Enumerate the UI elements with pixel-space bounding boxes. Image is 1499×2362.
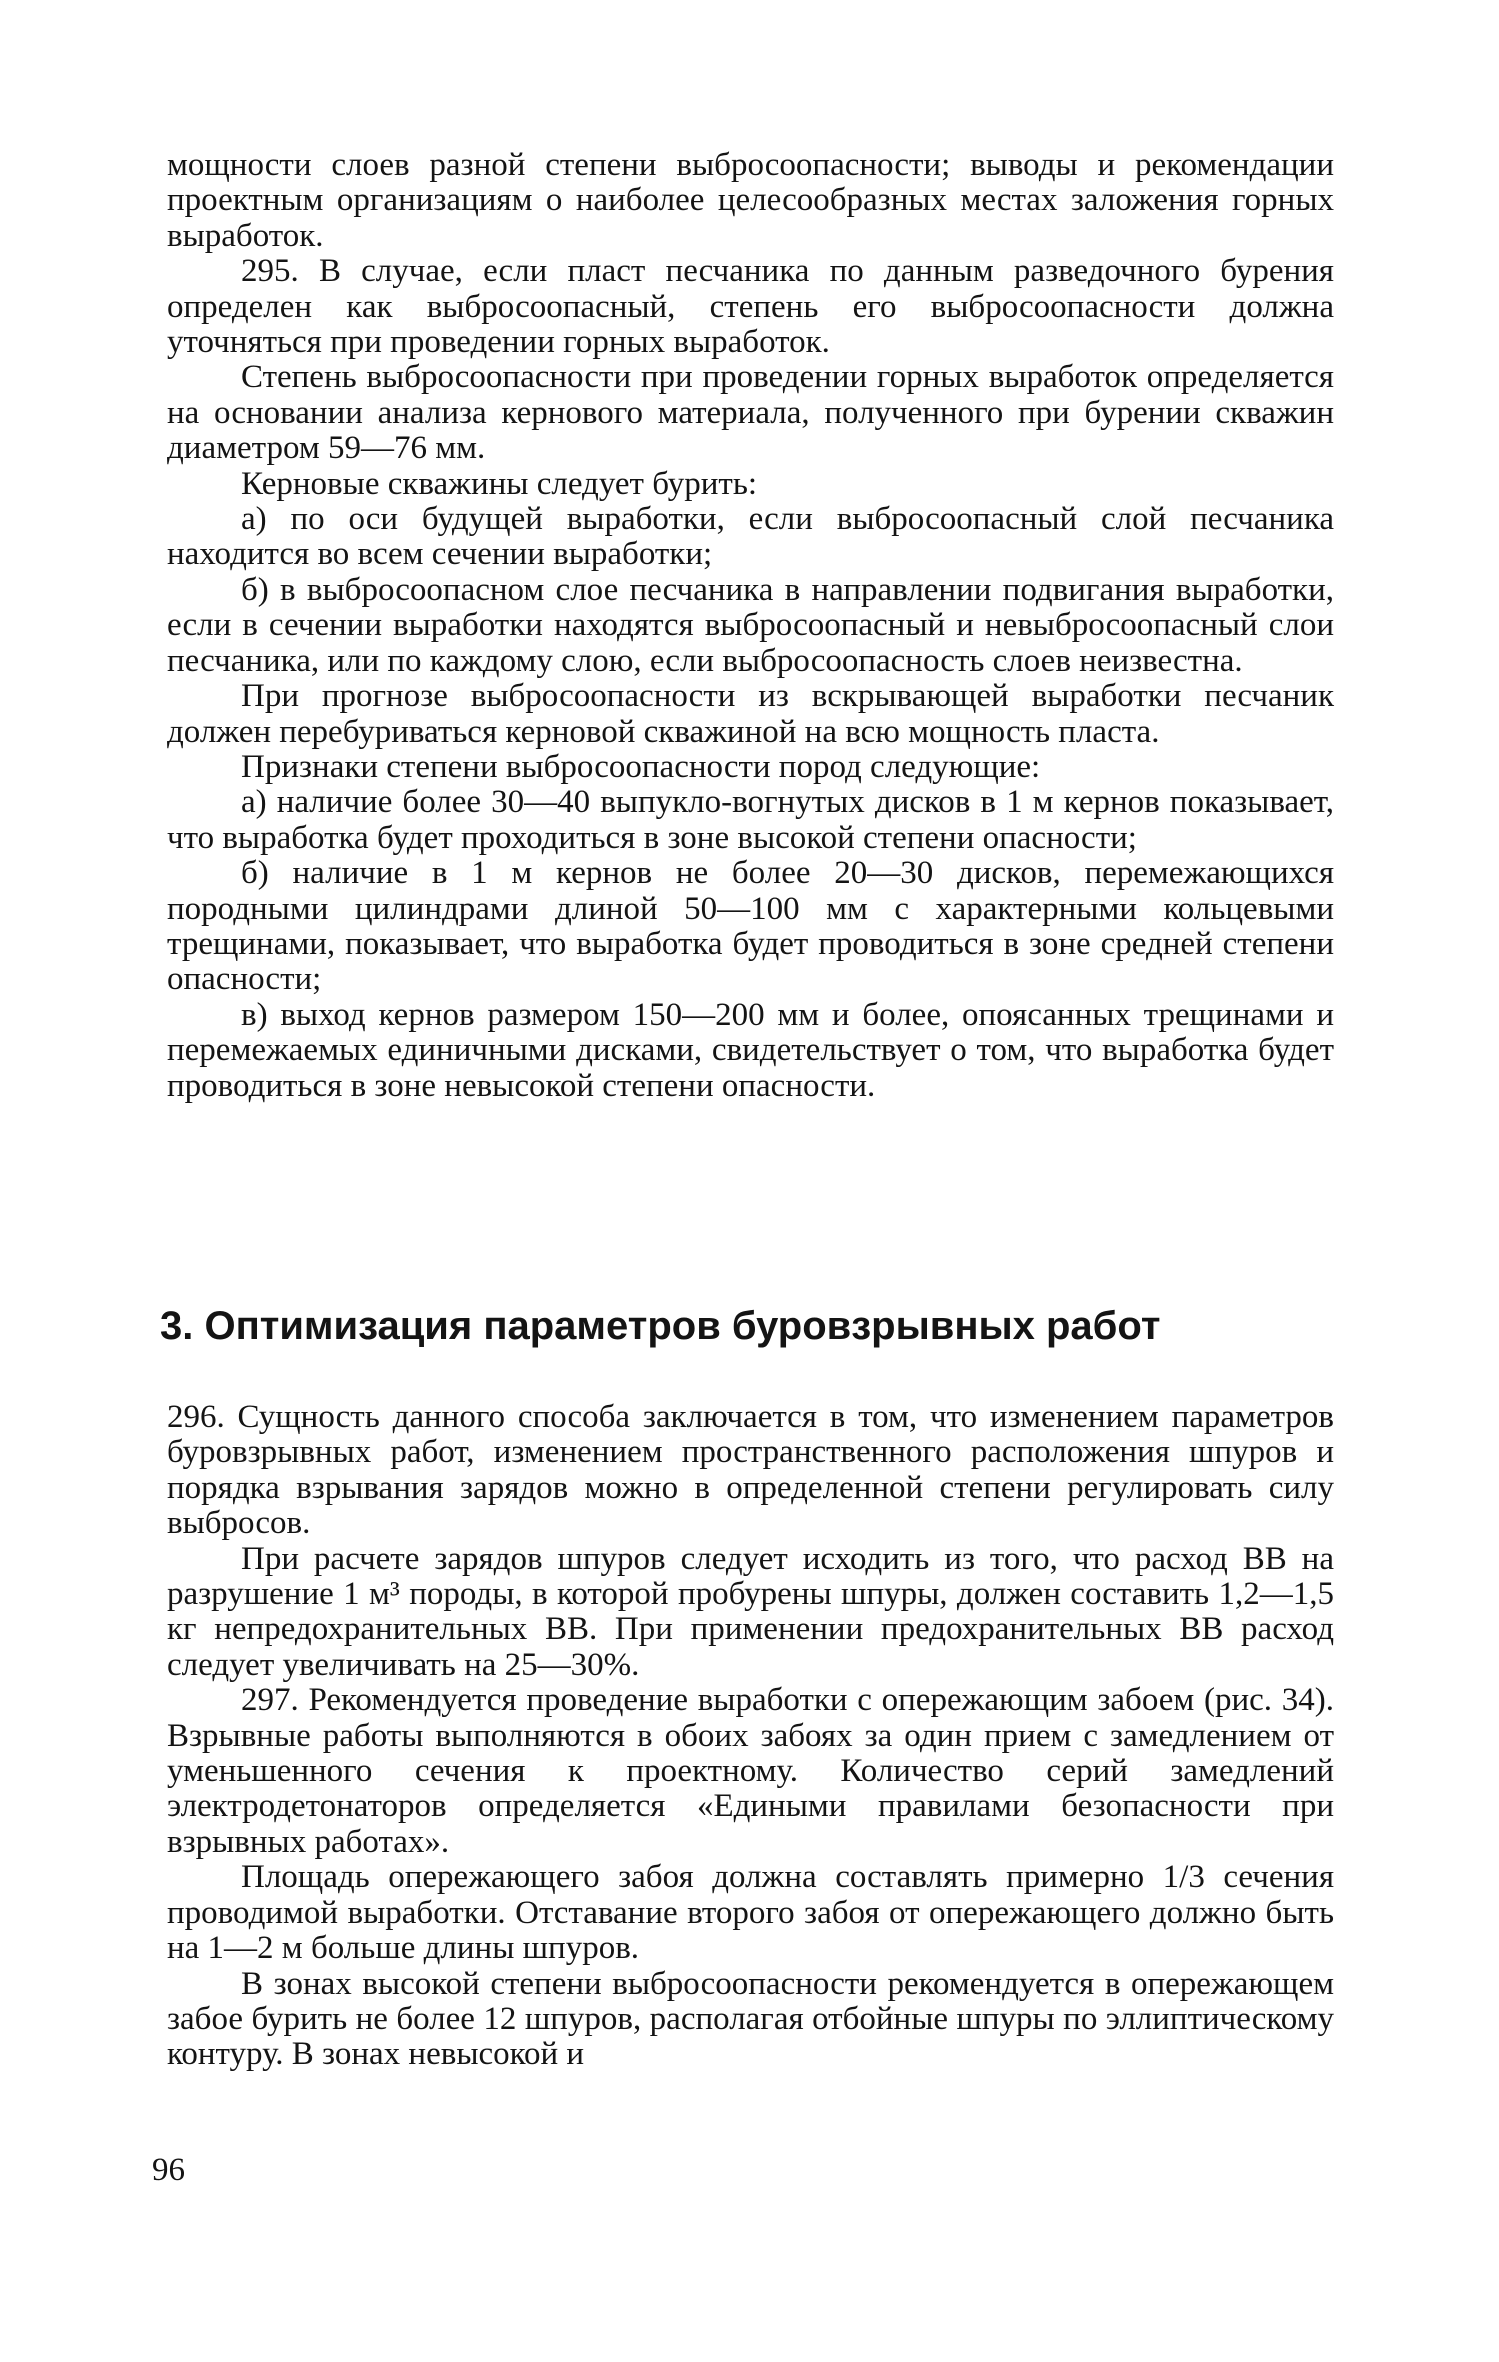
list-item: в) выход кернов размером 150—200 мм и более, опоясанных трещинами и перемежаемых единичными дисками, свидетельствует о том, что выработка будет проводиться в зоне невысокой степени опасности. <box>167 996 1334 1104</box>
paragraph: Площадь опережающего забоя должна составлять примерно 1/3 сечения проводимой выработки. Отставание второго забоя от опережающего должно быть на 1—2 м больше длины шпуров. <box>167 1859 1334 1967</box>
paragraph-295: 295. В случае, если пласт песчаника по данным разведочного бурения определен как выбросоопасный, степень его выбросоопасности должна уточняться при проведении горных выработок. <box>167 253 1334 361</box>
text-block-top <box>167 148 1334 1104</box>
paragraph: мощности слоев разной степени выбросоопасности; выводы и рекомендации проектным организациям о наиболее целесообразных местах заложения горных выработок. <box>167 147 1334 254</box>
paragraph: Керновые скважины следует бурить: <box>241 465 758 502</box>
text-block-bottom <box>167 1400 1334 2073</box>
paragraph: Степень выбросоопасности при проведении горных выработок определяется на основании анализа кернового материала, полученного при бурении скважин диаметром 59—76 мм. <box>167 359 1334 467</box>
list-item: б) наличие в 1 м кернов не более 20—30 дисков, перемежающихся породными цилиндрами длиной 50—100 мм с характерными кольцевыми трещинами, показывает, что выработка будет проводиться в зоне средней степени опасности; <box>167 855 1334 998</box>
list-item: б) в выбросоопасном слое песчаника в направлении подвигания выработки, если в сечении выработки находятся выбросоопасный и невыбросоопасный слои песчаника, или по каждому слою, если выбросоопасность слоев неизвестна. <box>167 571 1334 679</box>
paragraph: При расчете зарядов шпуров следует исходить из того, что расход ВВ на разрушение 1 м³ породы, в которой пробурены шпуры, должен составить 1,2—1,5 кг непредохранительных ВВ. При применении предохранительных ВВ расход следует увеличивать на 25—30%. <box>167 1540 1334 1683</box>
paragraph: При прогнозе выбросоопасности из вскрывающей выработки песчаник должен перебуриваться керновой скважиной на всю мощность пласта. <box>167 678 1334 750</box>
section-heading: 3. Оптимизация параметров буровзрывных работ <box>160 1304 1161 1348</box>
paragraph-296: 296. Сущность данного способа заключается в том, что изменением параметров буровзрывных работ, изменением пространственного расположения шпуров и порядка взрывания зарядов можно в определенной степени регулировать силу выбросов. <box>167 1399 1334 1542</box>
page-number: 96 <box>152 2152 185 2188</box>
paragraph: Признаки степени выбросоопасности пород следующие: <box>241 748 1041 785</box>
list-item: а) наличие более 30—40 выпукло-вогнутых дисков в 1 м кернов показывает, что выработка будет проходиться в зоне высокой степени опасности; <box>167 784 1334 856</box>
list-item: а) по оси будущей выработки, если выбросоопасный слой песчаника находится во всем сечении выработки; <box>167 501 1334 573</box>
paragraph: В зонах высокой степени выбросоопасности рекомендуется в опережающем забое бурить не более 12 шпуров, располагая отбойные шпуры по эллиптическому контуру. В зонах невысокой и <box>167 1965 1334 2073</box>
paragraph-297: 297. Рекомендуется проведение выработки с опережающим забоем (рис. 34). Взрывные работы выполняются в обоих забоях за один прием с замедлением от уменьшенного сечения к проектному. Количество серий замедлений электродетонаторов определяется «Едиными правилами безопасности при взрывных работах». <box>167 1682 1334 1860</box>
